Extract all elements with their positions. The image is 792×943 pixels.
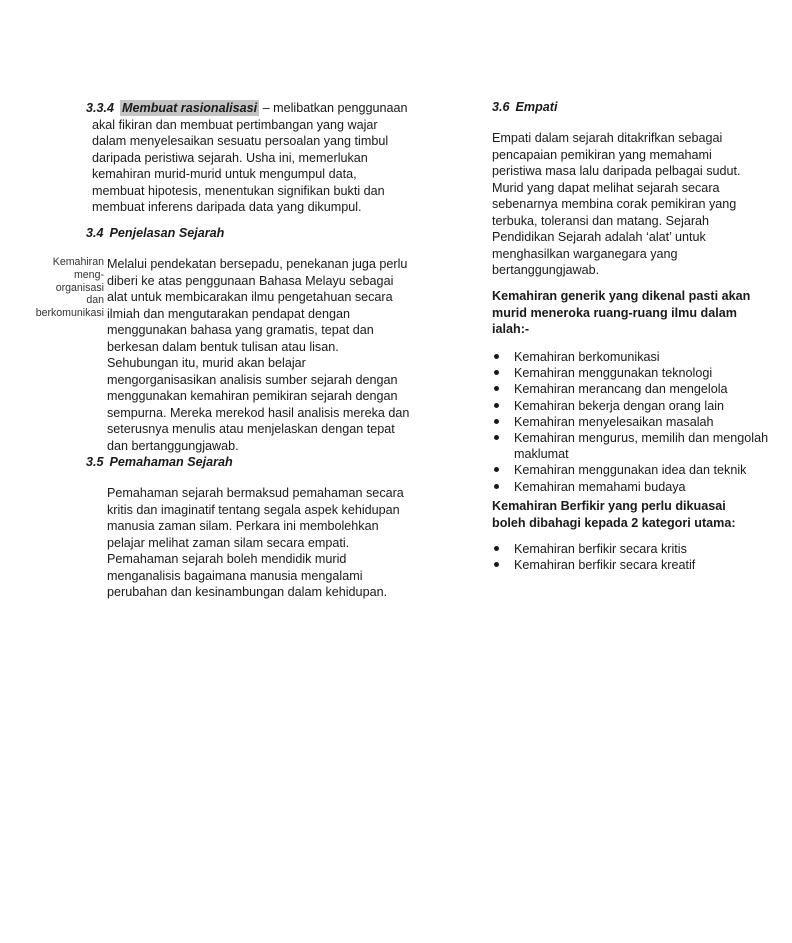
thinking-skills-list <box>492 541 792 573</box>
generic-skills-list <box>492 349 792 495</box>
bullet-icon <box>494 484 499 489</box>
section-title: Pemahaman Sejarah <box>109 455 233 469</box>
paragraph-line: diberi ke atas penggunaan Bahasa Melayu sebagai <box>107 273 394 288</box>
paragraph-line: peristiwa masa lalu daripada pelbagai sudut. <box>492 164 741 178</box>
paragraph-line: menggunakan bahasa yang gramatis, tepat dan <box>107 323 374 337</box>
section-number: 3.3.4 <box>86 101 115 115</box>
paragraph-line: kritis dan imaginatif tentang segala aspek kehidupan <box>107 502 400 517</box>
bullet-icon <box>494 562 499 567</box>
list-item-continuation: maklumat <box>514 447 569 462</box>
section-number: 3.6 <box>492 100 510 114</box>
paragraph-line: Empati dalam sejarah ditakrifkan sebagai <box>492 131 723 145</box>
paragraph-line: Murid yang dapat melihat sejarah secara <box>492 180 720 195</box>
paragraph-line: kemahiran murid-murid untuk mengumpul data, <box>92 167 357 181</box>
list-item: Kemahiran bekerja dengan orang lain <box>492 398 792 414</box>
list-item: Kemahiran merancang dan mengelola <box>492 381 792 397</box>
margin-note-line: organisasi <box>55 281 104 294</box>
paragraph-line: ilmiah dan mengutarakan pendapat dengan <box>107 306 350 321</box>
list-item: Kemahiran memahami budaya <box>492 479 792 495</box>
paragraph-line: murid meneroka ruang-ruang ilmu dalam <box>492 305 737 320</box>
paragraph-line: menggunakan kemahiran pemikiran sejarah dengan <box>107 389 398 403</box>
paragraph-line: pelajar melihat zaman silam secara empati. <box>107 535 350 550</box>
paragraph-line: ialah:- <box>492 322 530 336</box>
section-title: Penjelasan Sejarah <box>109 226 225 240</box>
paragraph-line: berkesan dalam bentuk tulisan atau lisan. <box>107 339 339 354</box>
section-heading <box>86 455 424 469</box>
paragraph-line: Sehubungan itu, murid akan belajar <box>107 356 306 370</box>
bullet-icon <box>494 354 499 359</box>
section-3-6-body <box>492 130 792 279</box>
paragraph-line: sebenarnya membina corak pemikiran yang <box>492 197 737 211</box>
list-item: Kemahiran berfikir secara kritis <box>492 541 792 557</box>
bullet-icon <box>494 419 499 424</box>
bullet-icon <box>494 435 499 440</box>
paragraph-line: seterusnya menulis atau menjelaskan dengan tepat <box>107 422 395 436</box>
list-item: Kemahiran menyelesaikan masalah <box>492 414 792 430</box>
section-3-3-4 <box>86 100 424 216</box>
paragraph-line: Kemahiran Berfikir yang perlu dikuasai <box>492 499 726 513</box>
list-item: Kemahiran berkomunikasi <box>492 349 792 365</box>
paragraph-line: akal fikiran dan membuat pertimbangan yang wajar <box>92 117 378 132</box>
list-item: Kemahiran menggunakan idea dan teknik <box>492 462 792 478</box>
section-3-5-body <box>107 485 425 601</box>
paragraph-line: membuat hipotesis, menentukan signifikan bukti dan <box>92 183 385 198</box>
bullet-icon <box>494 370 499 375</box>
paragraph-line: terbuka, toleransi dan matang. Sejarah <box>492 213 710 228</box>
bullet-icon <box>494 403 499 408</box>
paragraph-line: Pendidikan Sejarah adalah ‘alat’ untuk <box>492 230 706 244</box>
margin-note-line: meng- <box>73 268 104 281</box>
paragraph-line: daripada peristiwa sejarah. Usha ini, memerlukan <box>92 150 368 165</box>
paragraph-line: Kemahiran generik yang dikenal pasti akan <box>492 289 751 303</box>
bullet-icon <box>494 546 499 551</box>
paragraph-line: menghasilkan warganegara yang <box>492 246 678 261</box>
section-title: Empati <box>515 100 558 114</box>
paragraph-line: boleh dibahagi kepada 2 kategori utama: <box>492 515 736 530</box>
margin-note-line: dan <box>86 294 104 307</box>
section-heading-line <box>86 100 424 117</box>
paragraph-line: membuat inferens daripada data yang dikumpul. <box>92 200 362 214</box>
paragraph-line: menganalisis bagaimana manusia mengalami <box>107 568 363 583</box>
paragraph-line: Melalui pendekatan bersepadu, penekanan juga perlu <box>107 257 408 271</box>
bullet-icon <box>494 386 499 391</box>
bullet-icon <box>494 467 499 472</box>
margin-note-line: Kemahiran <box>52 256 104 268</box>
generic-skills-intro <box>492 288 792 338</box>
paragraph-line: – melibatkan penggunaan <box>262 101 408 115</box>
section-title: Membuat rasionalisasi <box>122 101 258 115</box>
paragraph-line: bertanggungjawab. <box>492 263 600 277</box>
paragraph-line: Pemahaman sejarah bermaksud pemahaman secara <box>107 486 404 500</box>
list-item: Kemahiran menggunakan teknologi <box>492 365 792 381</box>
margin-note-line: berkomunikasi <box>35 307 104 320</box>
paragraph-line: perubahan dan kesinambungan dalam kehidupan. <box>107 585 388 599</box>
paragraph-line: manusia zaman silam. Perkara ini membolehkan <box>107 519 379 533</box>
section-3-6-heading <box>492 100 558 114</box>
section-number: 3.5 <box>86 455 104 469</box>
section-3-4-body <box>107 256 425 454</box>
paragraph-line: dan bertanggungjawab. <box>107 438 239 453</box>
section-3-4 <box>86 226 424 240</box>
thinking-skills-intro <box>492 498 792 531</box>
section-heading <box>86 226 424 240</box>
paragraph-line: alat untuk membicarakan ilmu pengetahuan secara <box>107 290 393 304</box>
section-3-5 <box>86 455 424 469</box>
right-column <box>492 100 769 620</box>
margin-note <box>0 256 104 320</box>
paragraph-line: mengorganisasikan analisis sumber sejarah dengan <box>107 372 398 387</box>
section-number: 3.4 <box>86 226 104 240</box>
list-item: Kemahiran berfikir secara kreatif <box>492 557 792 573</box>
paragraph-line: pencapaian pemikiran yang memahami <box>492 147 712 162</box>
paragraph-line: Pemahaman sejarah boleh mendidik murid <box>107 552 347 566</box>
list-item: Kemahiran mengurus, memilih dan mengolah <box>492 430 792 446</box>
paragraph-line: dalam menyelesaikan sesuatu persoalan yang timbul <box>92 134 389 148</box>
paragraph-line: sempurna. Mereka merekod hasil analisis mereka dan <box>107 405 410 420</box>
